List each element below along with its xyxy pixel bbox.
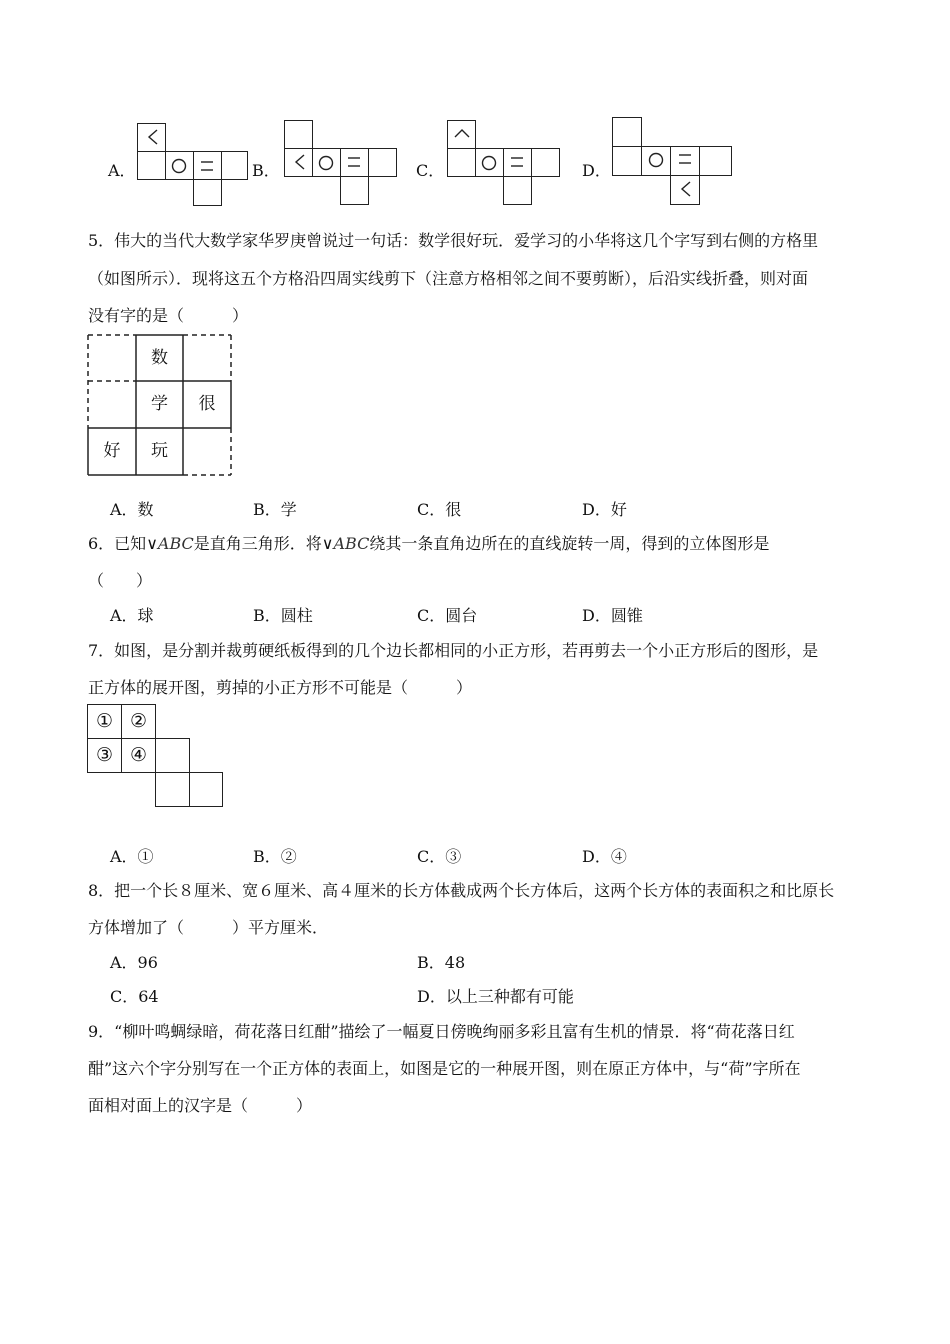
q7-option-b[interactable]: B．② [253,847,297,866]
q6-text-line1 [88,531,769,554]
q6-option-c[interactable]: C．圆台 [417,606,478,625]
square-5 [155,738,190,773]
circled-2-label: ② [129,710,148,732]
q5-option-a[interactable]: A．数 [110,500,154,519]
q4-option-d-label[interactable]: D． [582,161,611,180]
q5-text-line1: 5．伟大的当代大数学家华罗庚曾说过一句话：数学很好玩．爱学习的小华将这几个字写到右侧的方格里 [88,231,819,250]
q6-text-part1: 6．已知 [88,534,147,553]
q8-option-b[interactable]: B．48 [417,953,466,972]
grid-char-hao: 好 [103,441,121,461]
q8-option-d[interactable]: D．以上三种都有可能 [417,987,574,1006]
q6-text-part3: 绕其一条直角边所在的直线旋转一周，得到的立体图形是 [369,534,770,553]
q7-option-c[interactable]: C．③ [417,847,462,866]
q4-option-b-label[interactable]: B． [252,161,280,180]
circled-4-label: ④ [129,744,148,766]
q5-option-d[interactable]: D．好 [582,500,627,519]
q7-text-line1: 7．如图，是分割并裁剪硬纸板得到的几个边长都相同的小正方形，若再剪去一个小正方形后的图形，是 [88,641,819,660]
q7-option-a[interactable]: A．① [110,847,154,866]
triangle-symbol: ∨ [146,534,158,553]
abc-label: ABC [333,534,370,553]
q8-text-line1: 8．把一个长８厘米、宽６厘米、高４厘米的长方体截成两个长方体后，这两个长方体的表面积之和比原长 [88,881,835,900]
q8-text-line2: 方体增加了（ ）平方厘米． [88,918,329,937]
q9-text-line2: 酣”这六个字分别写在一个正方体的表面上，如图是它的一种展开图，则在原正方体中，与“荷”字所在 [88,1059,801,1078]
q5-option-c[interactable]: C．很 [417,500,462,519]
triangle-symbol: ∨ [321,534,334,553]
q9-text-line3: 面相对面上的汉字是（ ） [88,1096,313,1115]
abc-label: ABC [157,534,194,553]
circled-3-label: ③ [95,744,114,766]
q4-option-c-label[interactable]: C． [416,161,445,180]
grid-char-wan: 玩 [151,441,168,461]
q4-option-a-label[interactable]: A． [108,161,136,180]
q5-text-line2: （如图所示）．现将这五个方格沿四周实线剪下（注意方格相邻之间不要剪断），后沿实线折叠，则对面 [88,269,809,288]
circled-1-label: ① [95,710,114,732]
square-7 [189,772,223,807]
q8-option-c[interactable]: C．64 [110,987,159,1006]
q5-text-line3: 没有字的是（ ） [88,306,249,325]
q9-text-line1: 9．“柳叶鸣蜩绿暗，荷花落日红酣”描绘了一幅夏日傍晚绚丽多彩且富有生机的情景．将“荷花落日红 [88,1022,795,1041]
q6-text-part2: 是直角三角形．将 [193,534,322,553]
q6-option-d[interactable]: D．圆锥 [582,606,643,625]
grid-char-shu: 数 [151,347,168,368]
q6-text-line2: （ ） [88,571,153,590]
q7-option-d[interactable]: D．④ [582,847,627,866]
q6-option-a[interactable]: A．球 [110,606,154,625]
q5-option-b[interactable]: B．学 [253,500,297,519]
q8-option-a[interactable]: A．96 [110,953,158,972]
grid-char-hen: 很 [198,394,216,414]
grid-char-xue: 学 [151,394,168,414]
q6-option-b[interactable]: B．圆柱 [253,606,313,625]
q7-text-line2: 正方体的展开图，剪掉的小正方形不可能是（ ） [88,678,473,697]
square-6 [155,772,190,807]
